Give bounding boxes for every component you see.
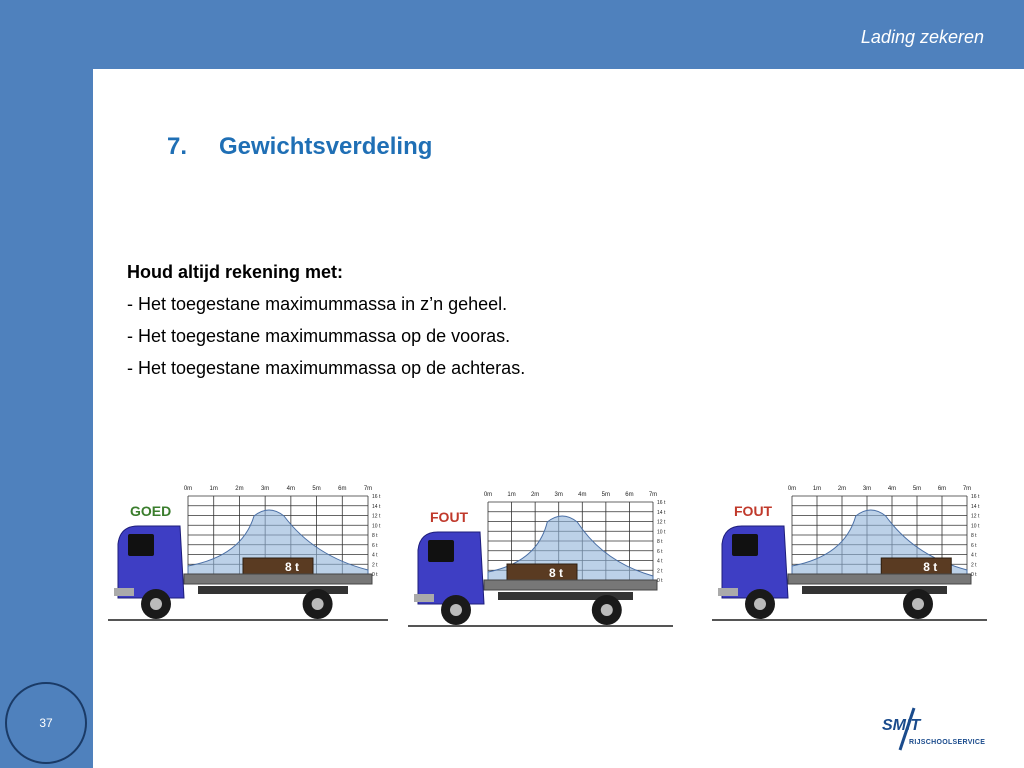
page-number: 37	[39, 716, 53, 730]
y-tick-label: 4 t	[971, 552, 977, 559]
x-tick-label: 2m	[235, 486, 244, 492]
front-wheel-hub	[450, 604, 462, 616]
x-tick-label: 0m	[787, 486, 797, 492]
y-tick-label: 10 t	[657, 529, 666, 536]
cargo-load	[507, 564, 577, 580]
x-tick-label: 7m	[648, 492, 658, 498]
x-tick-label: 5m	[312, 486, 321, 492]
rear-wheel-hub	[912, 598, 924, 610]
y-tick-label: 14 t	[657, 509, 666, 516]
section-title: Gewichtsverdeling	[219, 133, 433, 160]
x-tick-label: 7m	[363, 486, 373, 492]
y-tick-label: 0 t	[971, 572, 977, 578]
load-label: 8 t	[284, 560, 300, 574]
y-tick-label: 8 t	[372, 533, 378, 539]
y-tick-label: 16 t	[657, 500, 666, 506]
y-tick-label: 2 t	[971, 562, 977, 569]
bumper	[414, 594, 434, 602]
x-tick-label: 6m	[625, 492, 634, 498]
truck-bed	[484, 580, 657, 590]
y-tick-label: 6 t	[372, 542, 378, 549]
y-tick-label: 8 t	[971, 533, 977, 539]
front-wheel-hub	[754, 598, 766, 610]
x-tick-label: 3m	[862, 486, 872, 492]
x-tick-label: 7m	[962, 486, 972, 492]
x-tick-label: 5m	[912, 486, 922, 492]
y-tick-label: 10 t	[372, 523, 381, 530]
x-tick-label: 4m	[286, 486, 296, 492]
y-tick-label: 14 t	[372, 503, 381, 510]
bumper	[114, 588, 134, 596]
y-tick-label: 4 t	[657, 558, 663, 565]
cargo-load	[243, 558, 313, 574]
y-tick-label: 10 t	[971, 523, 980, 530]
x-tick-label: 5m	[601, 492, 611, 498]
verdict-label: GOED	[130, 503, 172, 519]
y-tick-label: 12 t	[657, 519, 666, 526]
y-tick-label: 2 t	[372, 562, 378, 569]
y-tick-label: 12 t	[971, 513, 980, 520]
y-tick-label: 6 t	[657, 548, 663, 555]
load-label: 8 t	[923, 560, 938, 574]
logo-subtitle: RIJSCHOOLSERVICE	[909, 739, 986, 746]
section-number: 7.	[167, 133, 188, 160]
x-tick-label: 3m	[260, 486, 270, 492]
bullet-1: - Het toegestane maximummassa in z’n geheel.	[127, 294, 508, 314]
y-tick-label: 12 t	[372, 513, 381, 520]
rear-wheel-hub	[312, 598, 324, 610]
x-tick-label: 6m	[338, 486, 347, 492]
bullet-3: - Het toegestane maximummassa op de achteras.	[127, 358, 526, 378]
y-tick-label: 8 t	[657, 539, 663, 545]
x-tick-label: 1m	[812, 486, 822, 492]
truck-figure-1	[108, 472, 398, 628]
x-tick-label: 0m	[483, 492, 493, 498]
slide-title	[167, 133, 432, 161]
y-tick-label: 16 t	[372, 494, 381, 500]
lead-text: Houd altijd rekening met:	[127, 262, 344, 282]
cab-window	[732, 534, 758, 556]
front-wheel-hub	[150, 598, 162, 610]
header-title: Lading zekeren	[860, 27, 984, 47]
truck-bed	[788, 574, 971, 584]
y-tick-label: 2 t	[657, 568, 663, 575]
cab-window	[128, 534, 154, 556]
x-tick-label: 2m	[530, 492, 540, 498]
body-text	[127, 256, 525, 384]
x-tick-label: 4m	[887, 486, 897, 492]
x-tick-label: 0m	[183, 486, 193, 492]
x-tick-label: 2m	[837, 486, 847, 492]
truck-bed	[184, 574, 372, 584]
truck-figure-3	[712, 472, 997, 622]
x-tick-label: 3m	[554, 492, 563, 498]
load-label: 8 t	[548, 566, 564, 580]
verdict-label: FOUT	[430, 509, 469, 525]
x-tick-label: 1m	[209, 486, 218, 492]
left-banner	[0, 0, 93, 768]
verdict-label: FOUT	[734, 503, 773, 519]
y-tick-label: 16 t	[971, 494, 980, 500]
y-tick-label: 0 t	[372, 572, 378, 578]
page-number-badge	[5, 682, 87, 764]
x-tick-label: 6m	[937, 486, 947, 492]
bumper	[718, 588, 738, 596]
cab-window	[428, 540, 454, 562]
bullet-2: - Het toegestane maximummassa op de vooras.	[127, 326, 511, 346]
y-tick-label: 4 t	[372, 552, 378, 559]
y-tick-label: 0 t	[657, 578, 663, 584]
x-tick-label: 4m	[578, 492, 587, 498]
truck-figure-2	[408, 478, 683, 628]
y-tick-label: 14 t	[971, 503, 980, 510]
svg-text:SMIT: SMIT	[882, 717, 921, 734]
rear-wheel-hub	[601, 604, 613, 616]
x-tick-label: 1m	[507, 492, 516, 498]
cargo-load	[881, 558, 951, 574]
y-tick-label: 6 t	[971, 542, 977, 549]
